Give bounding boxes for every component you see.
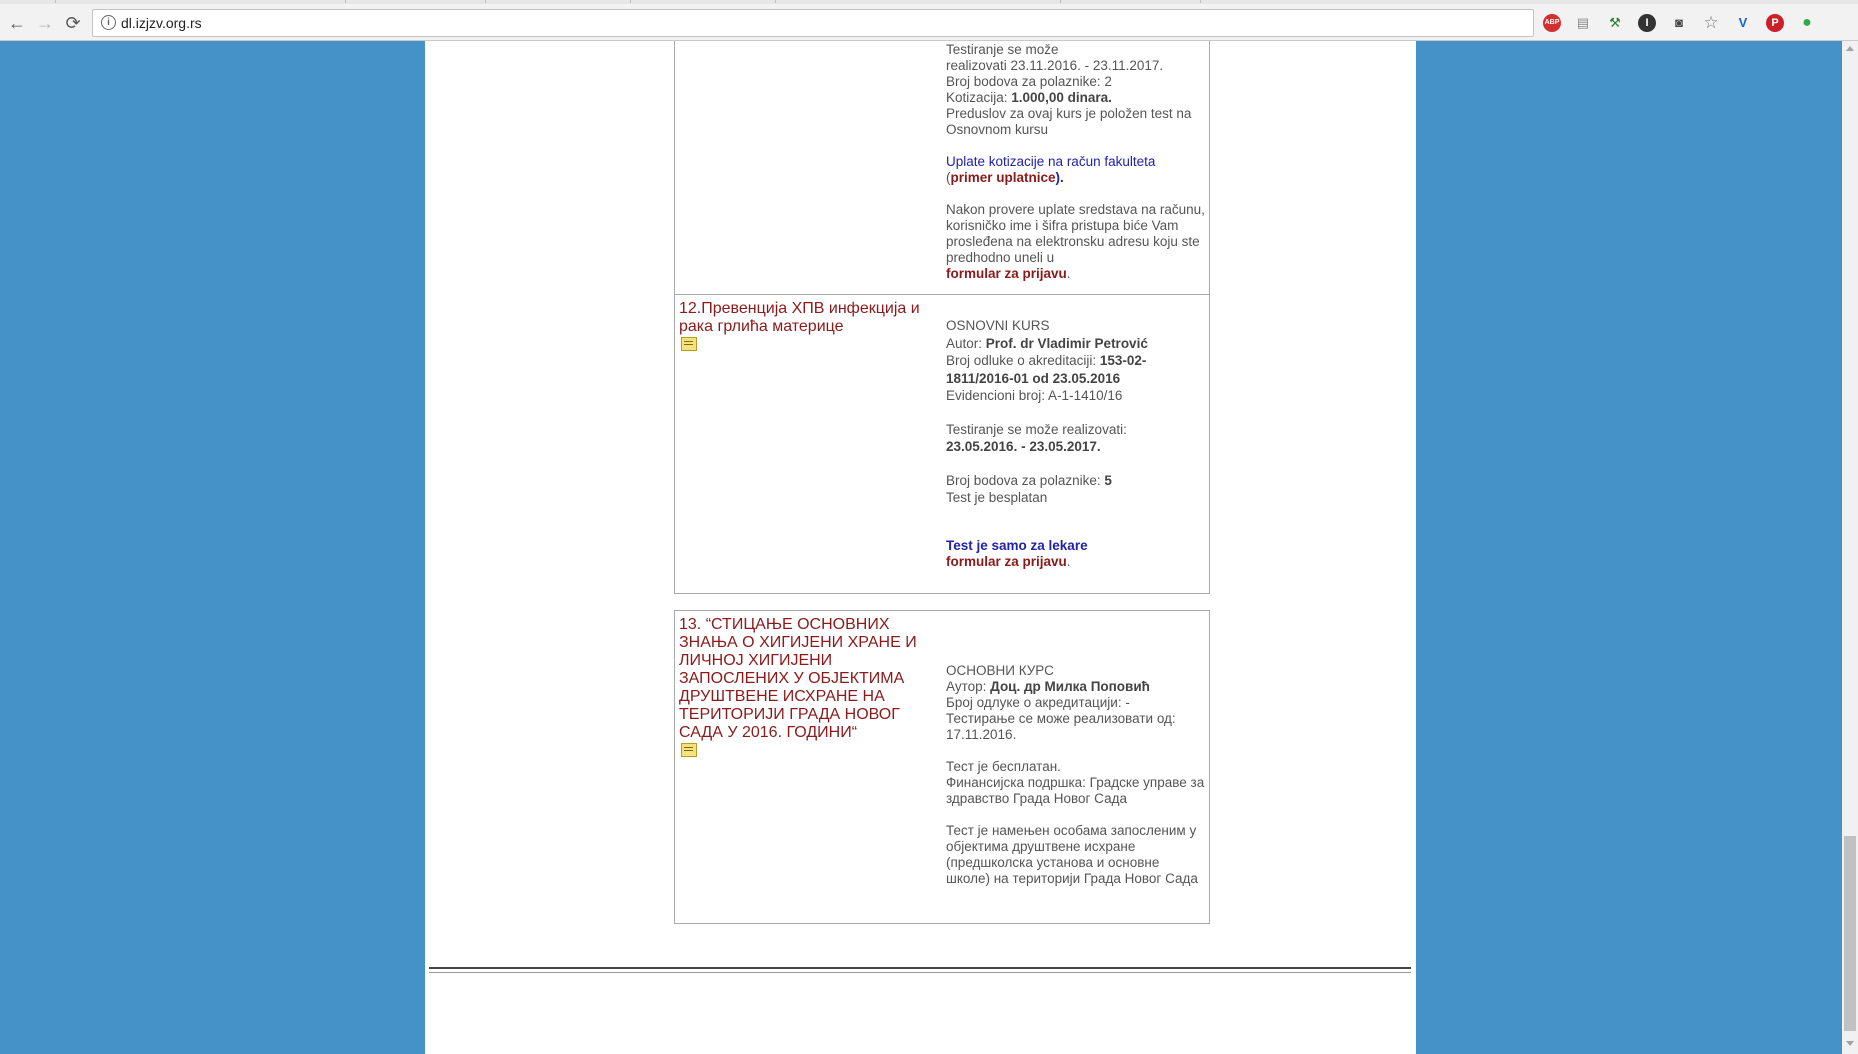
course-title[interactable]: 13. “СТИЦАЊЕ ОСНОВНИХ ЗНАЊА О ХИГИЈЕНИ ХРАНЕ И ЛИЧНОЈ ХИГИЈЕНИ ЗАПОСЛЕНИХ У ОБЈЕКТИМА ДРУШТВЕНЕ ИСХРАНЕ НА ТЕРИТОРИЈИ ГРАДА НОВОГ САДА У 2016. ГОДИНИ“	[679, 616, 917, 741]
page-viewport	[0, 41, 1842, 1054]
funding: Финансијска подршка: Градске управе за здравство Града Новог Сада	[946, 775, 1205, 806]
url-text: dl.izjzv.org.rs	[121, 15, 202, 31]
testing: Тестирање се може реализовати од: 17.11.2016.	[946, 711, 1176, 742]
testing-dates: 23.05.2016. - 23.05.2017.	[946, 439, 1101, 454]
course-details	[946, 317, 1206, 569]
page-content	[425, 41, 1416, 1054]
payment-link-line: (primer uplatnice).	[946, 170, 1064, 185]
course-card	[674, 41, 1210, 321]
free-note: Test je besplatan	[946, 490, 1048, 505]
accreditation: Broj odluke o akreditaciji: 153-02-1811/2016-01 od 23.05.2016	[946, 353, 1147, 386]
tab[interactable]	[485, 0, 626, 3]
footer-divider	[429, 967, 1411, 973]
evidence-number: Evidencioni broj: A-1-1410/16	[946, 388, 1123, 403]
doctors-only: Test je samo za lekare	[946, 537, 1088, 553]
scroll-down-icon[interactable]	[1846, 1041, 1854, 1046]
audience: Тест је намењен особама запосленим у објектима друштвене исхране (предшколска установа и основне школе) на територији Града Новог Сада	[946, 823, 1198, 886]
course-type: ОСНОВНИ КУРС	[946, 663, 1054, 678]
info-icon[interactable]: i	[101, 15, 116, 30]
back-button[interactable]: ←	[8, 13, 26, 33]
payment-text: Uplate kotizacije na račun fakulteta	[946, 154, 1156, 169]
prerequisite: Preduslov za ovaj kurs je položen test na Osnovnom kursu	[946, 106, 1192, 137]
scroll-up-icon[interactable]	[1846, 46, 1854, 51]
testing-dates: realizovati 23.11.2016. - 23.11.2017.	[946, 58, 1164, 73]
instapaper-icon[interactable]: I	[1638, 14, 1656, 32]
author: Аутор: Доц. др Милка Поповић	[946, 679, 1150, 694]
points: Broj bodova za polaznike: 2	[946, 74, 1112, 89]
address-bar[interactable]	[92, 9, 1534, 37]
author: Autor: Prof. dr Vladimir Petrović	[946, 335, 1148, 351]
course-title[interactable]: 12.Превенција ХПВ инфекција и рака грлића материце	[679, 300, 920, 335]
registration-form-link[interactable]: formular za prijavu	[946, 554, 1067, 569]
tab[interactable]	[55, 0, 236, 3]
payment-example-link[interactable]: primer uplatnice	[950, 170, 1056, 185]
tab[interactable]	[345, 0, 476, 3]
tab[interactable]	[630, 0, 771, 3]
testing-line: Testiranje se može	[946, 42, 1059, 57]
pocket-icon[interactable]: ◙	[1675, 15, 1683, 30]
stack-icon[interactable]: ▤	[1576, 15, 1590, 30]
course-details	[946, 663, 1206, 887]
course-card	[674, 610, 1210, 924]
green-dot-icon[interactable]: ●	[1802, 14, 1812, 31]
document-icon[interactable]	[681, 743, 697, 757]
points: Broj bodova za polaznike: 5	[946, 472, 1112, 488]
reload-button[interactable]: ⟳	[65, 13, 81, 33]
abp-icon[interactable]: ABP	[1543, 14, 1561, 32]
pinterest-icon[interactable]: P	[1766, 14, 1784, 32]
course-type: OSNOVNI KURS	[946, 318, 1050, 333]
accreditation: Број одлуке о акредитацији: -	[946, 695, 1130, 710]
course-details	[946, 42, 1206, 282]
testing-label: Testiranje se može realizovati:	[946, 421, 1127, 437]
star-icon[interactable]: ☆	[1703, 13, 1719, 32]
form-line: formular za prijavu.	[946, 554, 1071, 569]
tab[interactable]	[1200, 0, 1461, 3]
document-icon[interactable]	[681, 337, 697, 351]
tools-icon[interactable]: ⚒	[1609, 15, 1621, 30]
registration-form-link[interactable]: formular za prijavu	[946, 266, 1067, 281]
forward-button[interactable]: →	[36, 13, 54, 33]
tab[interactable]	[775, 0, 916, 3]
scrollbar-thumb[interactable]	[1844, 836, 1856, 1031]
free-note: Тест је бесплатан.	[946, 759, 1061, 774]
tab[interactable]	[1060, 0, 1201, 3]
course-card	[674, 294, 1210, 594]
browser-toolbar	[0, 4, 1858, 41]
vertical-scrollbar[interactable]	[1842, 41, 1858, 1054]
v-icon[interactable]: V	[1738, 15, 1748, 30]
note: Nakon provere uplate sredstava na računu, korisničko ime i šifra pristupa biće Vam prosleđena na elektronsku adresu koju ste predhodno uneli u	[946, 202, 1205, 265]
fee: Kotizacija: 1.000,00 dinara.	[946, 90, 1112, 105]
form-line: formular za prijavu.	[946, 266, 1071, 281]
